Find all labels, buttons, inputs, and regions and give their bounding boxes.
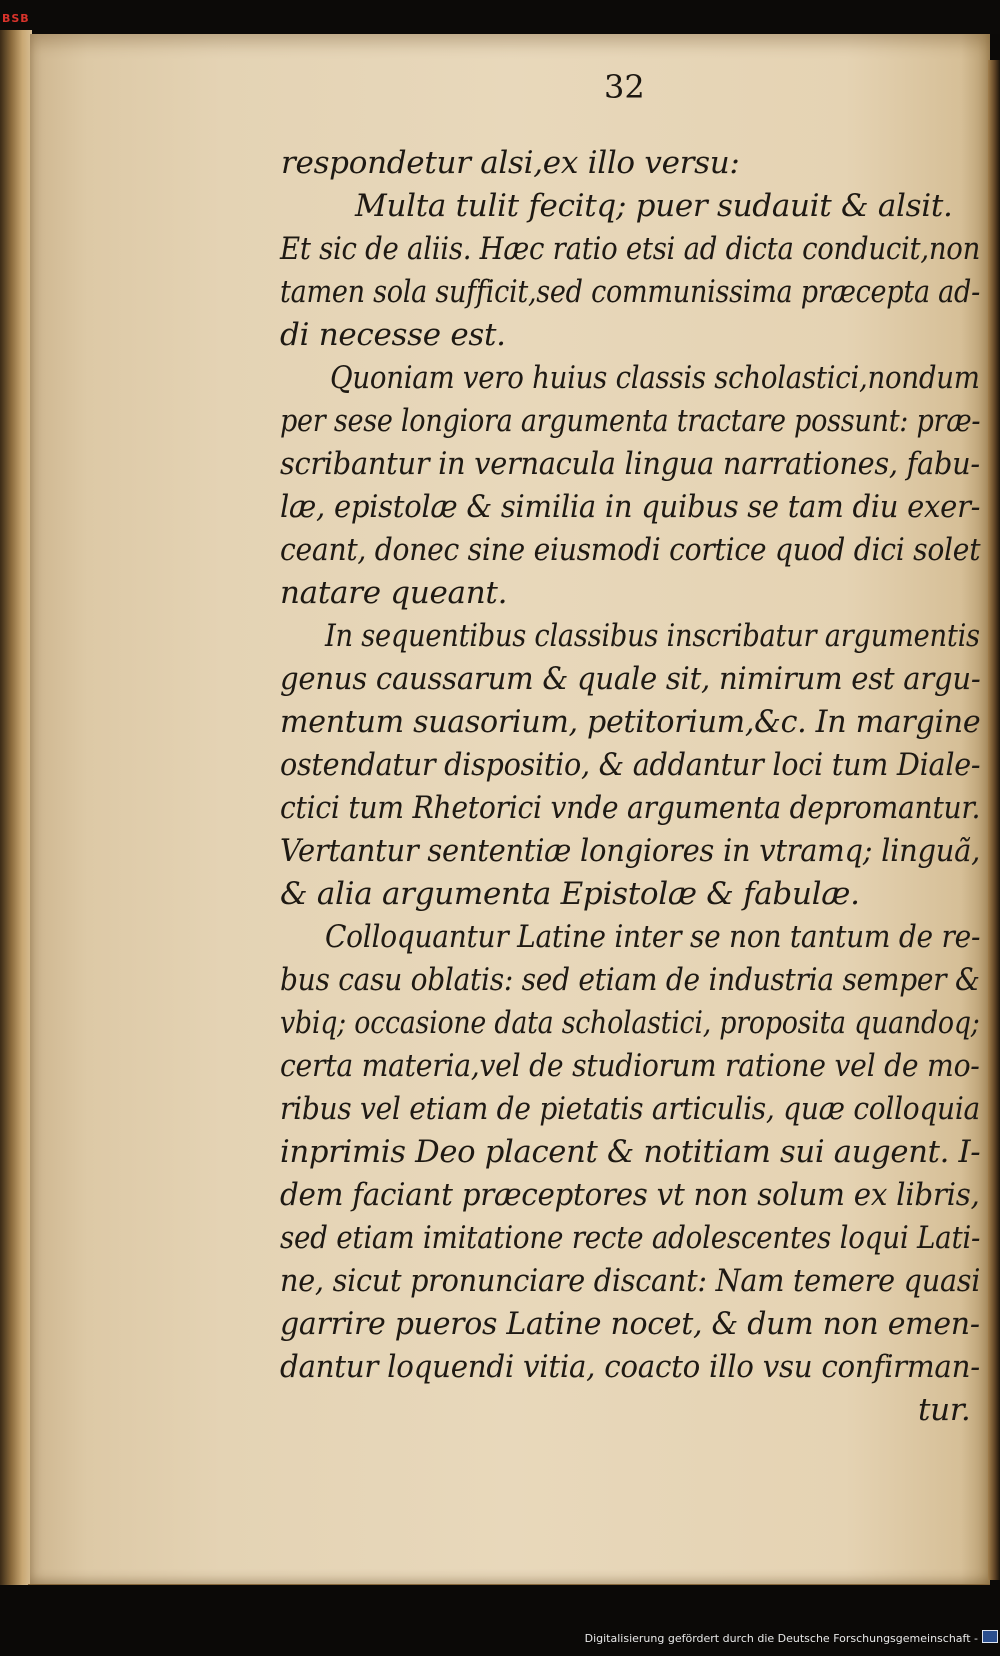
- text-line: inprimis Deo placent & notitiam sui augent. I-: [280, 1134, 981, 1170]
- page-fore-edge: [988, 60, 1000, 1580]
- page-number: 32: [604, 68, 645, 106]
- text-line: ribus vel etiam de pietatis articulis, quæ colloquia: [280, 1091, 980, 1127]
- text-line: Multa tulit fecitq; puer sudauit & alsit.: [355, 188, 953, 224]
- text-line: Et sic de aliis. Hæc ratio etsi ad dicta conducit,non: [280, 231, 981, 267]
- text-line: In sequentibus classibus inscribatur argumentis: [325, 618, 980, 654]
- dfg-logo-icon: [982, 1630, 998, 1643]
- text-line: bus casu oblatis: sed etiam de industria semper &: [280, 962, 980, 998]
- text-line: dantur loquendi vitia, coacto illo vsu confirman-: [280, 1349, 980, 1385]
- text-line: garrire pueros Latine nocet, & dum non emen-: [280, 1306, 980, 1342]
- text-line: mentum suasorium, petitorium,&c. In margine: [280, 704, 981, 740]
- text-line: di necesse est.: [280, 317, 506, 353]
- text-line: tamen sola sufficit,sed communissima præcepta ad-: [280, 274, 980, 310]
- text-line: genus caussarum & quale sit, nimirum est argu-: [280, 661, 981, 697]
- text-line: ostendatur dispositio, & addantur loci tum Diale-: [280, 747, 981, 783]
- text-line: Colloquantur Latine inter se non tantum de re-: [325, 919, 981, 955]
- text-line: vbiq; occasione data scholastici, proposita quandoq;: [280, 1005, 980, 1041]
- text-line: certa materia,vel de studiorum ratione vel de mo-: [280, 1048, 980, 1084]
- scan-bottom-border: [0, 1585, 1000, 1656]
- text-line: respondetur alsi,ex illo versu:: [281, 145, 740, 181]
- text-line: per sese longiora argumenta tractare possunt: præ-: [280, 403, 981, 439]
- text-line: ne, sicut pronunciare discant: Nam temere quasi: [280, 1263, 981, 1299]
- library-mark: BSB: [2, 12, 30, 25]
- text-line: dem faciant præceptores vt non solum ex libris,: [280, 1177, 980, 1213]
- text-line: ceant, donec sine eiusmodi cortice quod dici solet: [280, 532, 981, 568]
- text-line: natare queant.: [280, 575, 508, 611]
- text-line: Quoniam vero huius classis scholastici,nondum: [330, 360, 980, 396]
- digitization-credit: Digitalisierung gefördert durch die Deutsche Forschungsgemeinschaft -: [584, 1632, 978, 1645]
- text-line: scribantur in vernacula lingua narrationes, fabu-: [280, 446, 980, 482]
- text-line: & alia argumenta Epistolæ & fabulæ.: [280, 876, 860, 912]
- text-line: sed etiam imitatione recte adolescentes loqui Lati-: [280, 1220, 981, 1256]
- text-line: læ, epistolæ & similia in quibus se tam diu exer-: [280, 489, 981, 525]
- text-line: Vertantur sententiæ longiores in vtramq; linguã,: [280, 833, 981, 869]
- scan-top-border: [0, 0, 1000, 34]
- text-line: ctici tum Rhetorici vnde argumenta depromantur.: [280, 790, 981, 826]
- book-binding-edge: [0, 30, 32, 1600]
- text-line: tur.: [918, 1392, 971, 1428]
